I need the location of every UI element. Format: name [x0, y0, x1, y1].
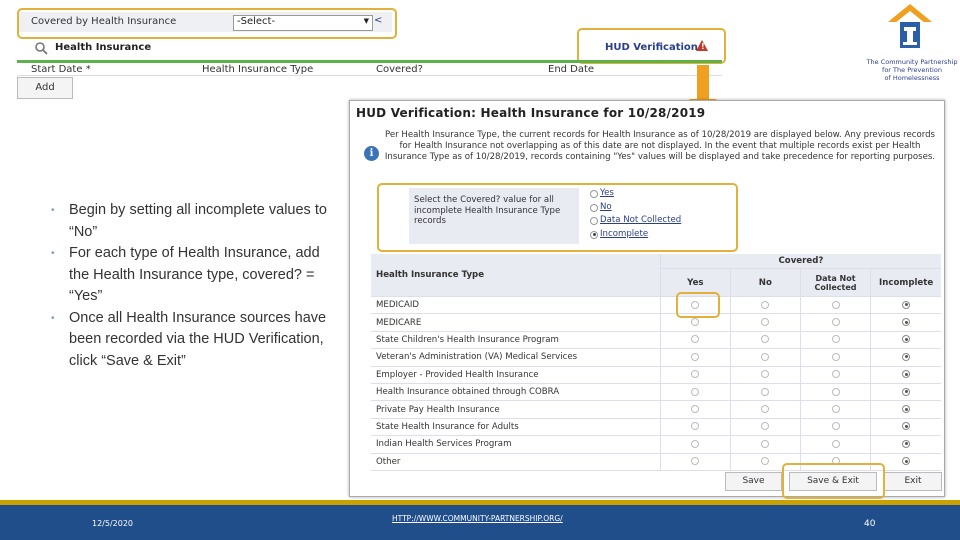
- col-covered[interactable]: Covered?: [376, 64, 423, 75]
- radio-cell: [800, 383, 870, 400]
- radio-button[interactable]: [691, 388, 699, 396]
- insurance-type-cell: Private Pay Health Insurance: [371, 401, 660, 418]
- radio-button[interactable]: [902, 335, 910, 343]
- logo-line: of Homelessness: [884, 74, 940, 82]
- radio-cell: [800, 401, 870, 418]
- radio-cell: [871, 331, 941, 348]
- highlight-yes-radio: [676, 292, 720, 318]
- radio-cell: [730, 314, 800, 331]
- footer-date: 12/5/2020: [92, 519, 134, 528]
- insurance-type-cell: Health Insurance obtained through COBRA: [371, 383, 660, 400]
- radio-button[interactable]: [691, 405, 699, 413]
- chevron-down-icon: ▼: [363, 17, 369, 25]
- radio-cell: [871, 436, 941, 453]
- radio-button[interactable]: [761, 301, 769, 309]
- radio-button[interactable]: [761, 370, 769, 378]
- table-row: [371, 297, 941, 314]
- radio-cell: [800, 366, 870, 383]
- radio-button[interactable]: [902, 353, 910, 361]
- warning-mark: !: [701, 42, 705, 51]
- radio-label[interactable]: Yes: [600, 188, 614, 198]
- highlight-save-exit: [782, 463, 885, 499]
- radio-cell: [871, 366, 941, 383]
- table-row: [371, 436, 941, 453]
- highlight-bulk-select: [377, 183, 738, 252]
- highlight-covered-row: [17, 8, 397, 39]
- radio-button[interactable]: [832, 301, 840, 309]
- radio-cell: [871, 349, 941, 366]
- save-exit-button[interactable]: Save & Exit: [789, 472, 877, 491]
- hud-verification-link[interactable]: HUD Verification: [605, 42, 698, 53]
- radio-button[interactable]: [832, 405, 840, 413]
- radio-label[interactable]: Incomplete: [600, 228, 649, 239]
- table-row: [371, 418, 941, 435]
- health-insurance-title: Health Insurance: [55, 42, 152, 53]
- radio-button[interactable]: [761, 318, 769, 326]
- radio-button[interactable]: [902, 318, 910, 326]
- radio-button[interactable]: [832, 318, 840, 326]
- radio-cell: [800, 314, 870, 331]
- table-divider: [17, 75, 722, 76]
- add-button[interactable]: Add: [17, 77, 73, 99]
- col-yes: Yes: [660, 269, 730, 297]
- radio-button[interactable]: [691, 440, 699, 448]
- radio-button[interactable]: [902, 422, 910, 430]
- radio-button[interactable]: [832, 422, 840, 430]
- radio-button[interactable]: [691, 422, 699, 430]
- col-insurance-type[interactable]: Health Insurance Type: [202, 64, 314, 75]
- logo-text: [862, 58, 960, 82]
- radio-cell: [800, 297, 870, 314]
- radio-button[interactable]: [761, 422, 769, 430]
- radio-button[interactable]: [902, 457, 910, 465]
- list-item: [48, 308, 338, 373]
- section-divider: [17, 60, 722, 63]
- radio-cell: [871, 418, 941, 435]
- bullet-dot: •: [51, 248, 55, 259]
- radio-cell: [800, 331, 870, 348]
- table-row: [371, 401, 941, 418]
- radio-label[interactable]: Data Not Collected: [600, 215, 682, 225]
- bullet-text: For each type of Health Insurance, add the Health Insurance type, covered? = “Yes”: [69, 245, 320, 304]
- page-number: 40: [864, 519, 876, 529]
- radio-button[interactable]: [832, 353, 840, 361]
- radio-cell: [660, 349, 730, 366]
- radio-label[interactable]: No: [600, 201, 612, 212]
- radio-cell: [800, 436, 870, 453]
- table-row: [371, 314, 941, 331]
- radio-button[interactable]: [761, 388, 769, 396]
- exit-button[interactable]: Exit: [884, 472, 942, 491]
- radio-cell: [660, 401, 730, 418]
- radio-button[interactable]: [761, 335, 769, 343]
- radio-cell: [730, 331, 800, 348]
- type-header: Health Insurance Type: [371, 254, 660, 297]
- radio-button[interactable]: [691, 457, 699, 465]
- radio-button[interactable]: [902, 440, 910, 448]
- select-clear-link[interactable]: <: [374, 15, 383, 26]
- radio-cell: [660, 383, 730, 400]
- table-row: [371, 383, 941, 400]
- radio-button[interactable]: [902, 388, 910, 396]
- insurance-type-cell: State Children's Health Insurance Program: [371, 331, 660, 348]
- instructions-list: [48, 200, 338, 372]
- col-data-not-collected: Data Not Collected: [800, 269, 870, 297]
- search-icon[interactable]: [35, 40, 48, 59]
- radio-button[interactable]: [832, 335, 840, 343]
- radio-cell: [800, 349, 870, 366]
- radio-cell: [660, 418, 730, 435]
- list-item: [48, 200, 338, 243]
- radio-button[interactable]: [832, 388, 840, 396]
- radio-button[interactable]: [691, 370, 699, 378]
- radio-cell: [730, 349, 800, 366]
- dialog-info-text: Per Health Insurance Type, the current records for Health Insurance as of 10/28/2019 are displayed below. Any previous records for Health Insurance not overlapping as of this date are not displayed. In the event that multiple records exist per Health Insurance Type as of 10/28/2019, records containing "Yes" values will be displayed and take precedence for reporting purposes.: [384, 130, 936, 162]
- radio-button[interactable]: [902, 370, 910, 378]
- dialog-title: HUD Verification: Health Insurance for 10/28/2019: [356, 106, 706, 120]
- radio-cell: [730, 366, 800, 383]
- radio-cell: [730, 383, 800, 400]
- radio-cell: [730, 436, 800, 453]
- insurance-type-cell: Employer - Provided Health Insurance: [371, 366, 660, 383]
- radio-cell: [871, 297, 941, 314]
- radio-cell: [660, 331, 730, 348]
- table-row: [371, 349, 941, 366]
- col-start-date[interactable]: Start Date *: [31, 64, 91, 75]
- radio-button[interactable]: [832, 370, 840, 378]
- covered-group-header: Covered?: [660, 254, 941, 269]
- insurance-type-cell: Indian Health Services Program: [371, 436, 660, 453]
- insurance-type-cell: MEDICAID: [371, 297, 660, 314]
- col-no: No: [730, 269, 800, 297]
- arrow-shaft: [697, 65, 709, 100]
- radio-cell: [730, 418, 800, 435]
- insurance-type-cell: State Health Insurance for Adults: [371, 418, 660, 435]
- highlight-hud-link: [577, 28, 726, 64]
- radio-button[interactable]: [761, 405, 769, 413]
- radio-button[interactable]: [691, 335, 699, 343]
- logo-line: The Community Partnership: [866, 58, 958, 66]
- partnership-logo: [884, 2, 936, 54]
- table-row: [371, 331, 941, 348]
- bullet-text: Once all Health Insurance sources have been recorded via the HUD Verification, click “Save & Exit”: [69, 309, 327, 369]
- insurance-type-cell: Other: [371, 453, 660, 470]
- radio-button[interactable]: [691, 318, 699, 326]
- insurance-type-cell: Veteran's Administration (VA) Medical Services: [371, 349, 660, 366]
- radio-button[interactable]: [761, 440, 769, 448]
- list-item: [48, 243, 338, 308]
- radio-cell: [871, 401, 941, 418]
- radio-cell: [660, 436, 730, 453]
- radio-button[interactable]: [902, 405, 910, 413]
- bullet-dot: •: [51, 205, 55, 216]
- bulk-select-text: Select the Covered? value for all incomplete Health Insurance Type records: [414, 195, 561, 226]
- radio-cell: [800, 418, 870, 435]
- radio-cell: [730, 401, 800, 418]
- insurance-table: [371, 254, 941, 471]
- col-incomplete: Incomplete: [871, 269, 941, 297]
- radio-cell: [871, 314, 941, 331]
- radio-button[interactable]: [902, 301, 910, 309]
- radio-cell: [660, 453, 730, 470]
- radio-button[interactable]: [761, 457, 769, 465]
- radio-button[interactable]: [691, 353, 699, 361]
- radio-cell: [730, 297, 800, 314]
- bullet-text: Begin by setting all incomplete values to “No”: [69, 202, 327, 240]
- info-icon: i: [364, 146, 379, 161]
- save-button[interactable]: Save: [725, 472, 782, 491]
- radio-cell: [871, 383, 941, 400]
- logo-line: for The Prevention: [882, 66, 942, 74]
- footer-url-link[interactable]: HTTP://WWW.COMMUNITY-PARTNERSHIP.ORG/: [392, 514, 563, 523]
- covered-by-insurance-label: Covered by Health Insurance: [31, 16, 177, 27]
- col-end-date[interactable]: End Date: [548, 64, 595, 75]
- radio-button[interactable]: [832, 440, 840, 448]
- covered-select-value: -Select-: [237, 16, 276, 27]
- radio-button[interactable]: [761, 353, 769, 361]
- insurance-type-cell: MEDICARE: [371, 314, 660, 331]
- radio-cell: [660, 366, 730, 383]
- table-row: [371, 366, 941, 383]
- bullet-dot: •: [51, 312, 55, 324]
